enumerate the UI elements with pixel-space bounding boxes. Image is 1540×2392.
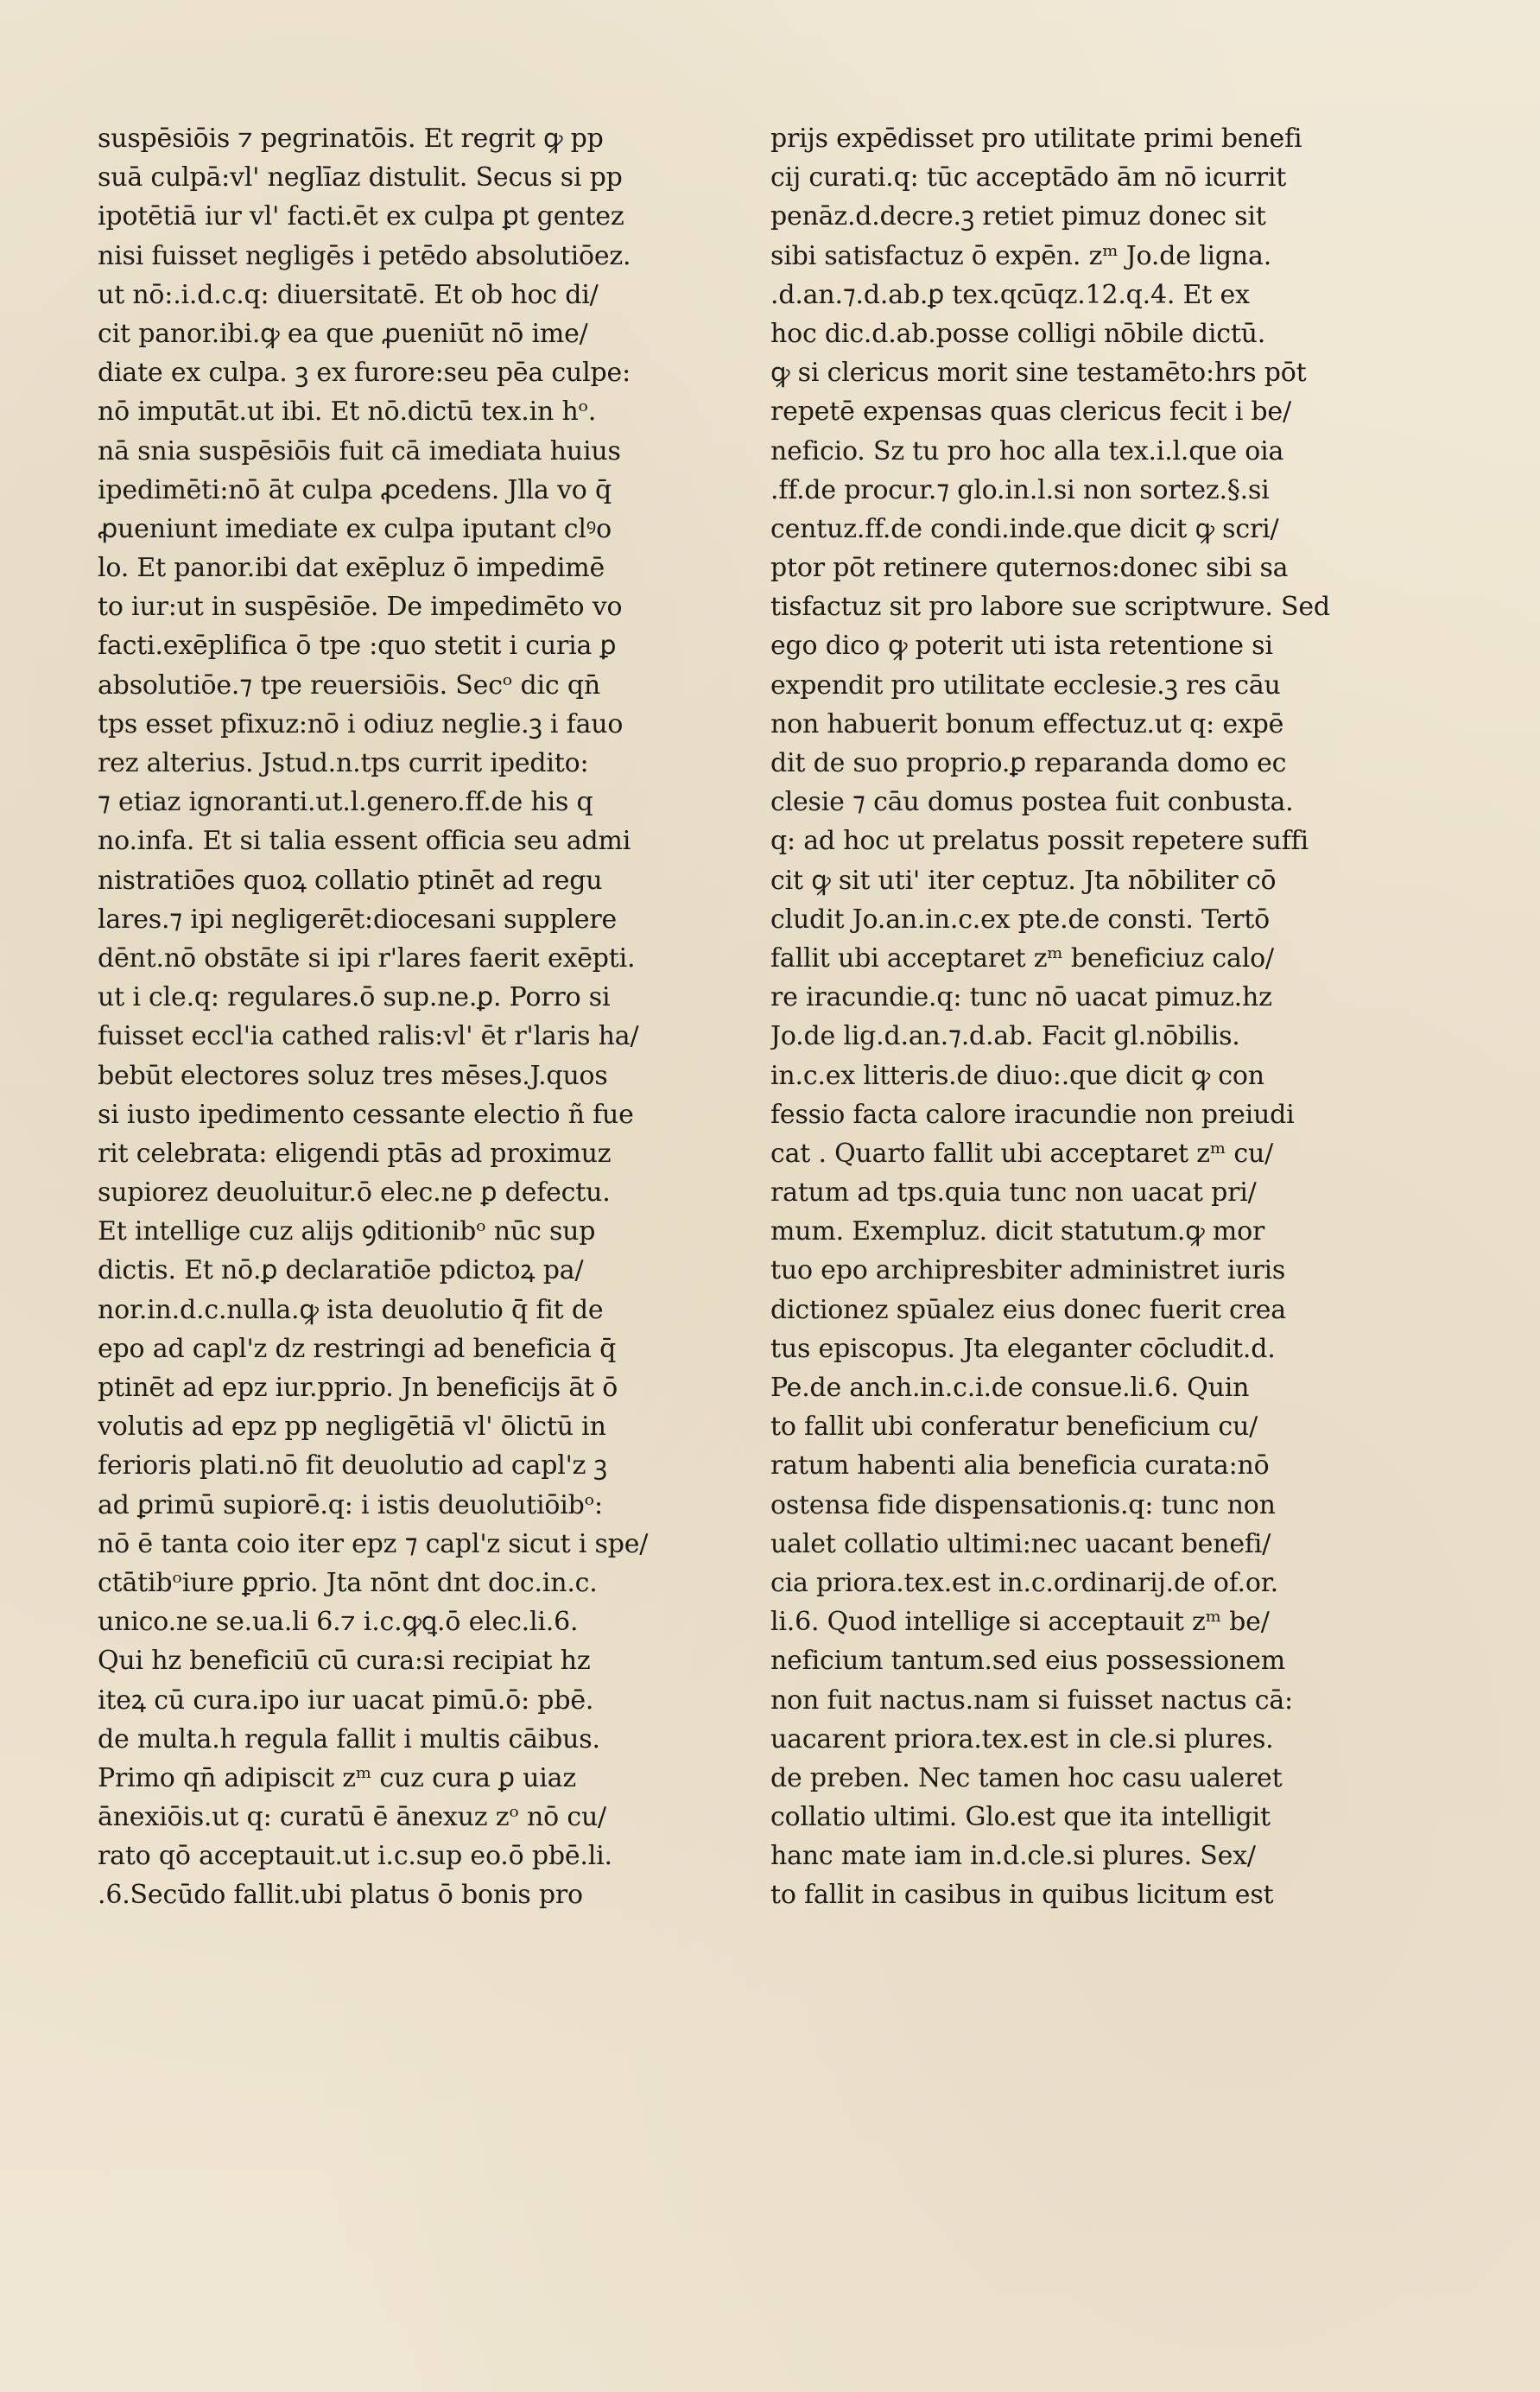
text-line: nisi fuisset negligēs i petēdo absolutiōez. — [98, 240, 631, 271]
text-line: absolutiōe.⁊ tpe reuersiōis. Secᵒ dic qn̄ — [98, 669, 600, 701]
text-line: to fallit ubi conferatur beneficium cu/ — [770, 1412, 1258, 1443]
text-line: centuz.ff.de condi.inde.que dicit ꝙ scri/ — [770, 513, 1279, 544]
text-line: ꝙ si clericus morit sine testamēto:hrs pōt — [770, 358, 1307, 389]
text-line: sibi satisfactuz ō expēn. zᵐ Jo.de ligna. — [770, 240, 1272, 271]
text-line: cia priora.tex.est in.c.ordinarij.de of.or. — [770, 1567, 1278, 1598]
text-line: nō imputāt.ut ibi. Et nō.dictū tex.in hᵒ. — [98, 397, 597, 428]
text-line: Pe.de anch.in.c.i.de consue.li.6. Quin — [770, 1373, 1250, 1403]
text-line: re iracundie.q: tunc nō uacat pimuz.hz — [770, 982, 1272, 1013]
text-line: nistratiōes quoꝝ collatio ptinēt ad regu — [98, 865, 603, 896]
text-line: nō ē tanta coio iter epz ⁊ capl'z sicut i spe/ — [98, 1528, 649, 1559]
text-line: diate ex culpa. ꝫ ex furore:seu pēa culpe: — [98, 358, 631, 389]
text-line: dictis. Et nō.ꝑ declaratiōe pdictoꝝ pa/ — [98, 1255, 584, 1286]
right-text-column — [770, 119, 1401, 1915]
left-text-column — [98, 119, 728, 1915]
text-line: cit ꝙ sit uti' iter ceptuz. Jta nōbiliter cō — [770, 865, 1277, 896]
text-line: Et intellige cuz alijs ꝯditionibᵒ nūc sup — [98, 1216, 596, 1247]
text-line: non habuerit bonum effectuz.ut q: expē — [770, 708, 1284, 739]
text-line: supiorez deuoluitur.ō elec.ne ꝑ defectu. — [98, 1177, 611, 1209]
text-line: ferioris plati.nō fit deuolutio ad capl'z ꝫ — [98, 1450, 607, 1482]
text-line: unico.ne se.ua.li 6.⁊ i.c.ꝙꝗ.ō elec.li.6. — [98, 1607, 579, 1638]
text-line: uacarent priora.tex.est in cle.si plures. — [770, 1723, 1274, 1754]
text-line: rez alterius. Jstud.n.tps currit ipedito: — [98, 748, 589, 778]
text-line: tus episcopus. Jta eleganter cōcludit.d. — [770, 1333, 1276, 1364]
text-line: ut nō:.i.d.c.q: diuersitatē. Et ob hoc di/ — [98, 279, 599, 310]
text-line: cat . Quarto fallit ubi acceptaret zᵐ cu/ — [770, 1138, 1274, 1169]
text-line: ptor pōt retinere quternos:donec sibi sa — [770, 553, 1289, 584]
text-line: dictionez spūalez eius donec fuerit crea — [770, 1294, 1286, 1325]
text-line: cij curati.q: tūc acceptādo ām nō icurrit — [770, 162, 1287, 194]
text-line: to fallit in casibus in quibus licitum est — [770, 1880, 1274, 1911]
text-line: clesie ⁊ cāu domus postea fuit conbusta. — [770, 787, 1294, 818]
text-line: repetē expensas quas clericus fecit i be/ — [770, 397, 1291, 428]
text-line: tisfactuz sit pro labore sue scriptwure. Sed — [770, 592, 1330, 623]
text-line: to iur:ut in suspēsiōe. De impedimēto vo — [98, 592, 623, 623]
text-line: .ff.de procur.⁊ glo.in.l.si non sortez.§.si — [770, 474, 1270, 505]
text-line: fuisset eccl'ia cathed ralis:vl' ēt r'laris ha/ — [98, 1021, 639, 1052]
text-line: cludit Jo.an.in.c.ex pte.de consti. Tertō — [770, 904, 1270, 935]
text-line: facti.exēplifica ō tpe :quo stetit i curia ꝑ — [98, 631, 617, 662]
text-line: in.c.ex litteris.de diuo:.que dicit ꝙ con — [770, 1060, 1264, 1091]
text-line: neficium tantum.sed eius possessionem — [770, 1646, 1285, 1677]
text-line: expendit pro utilitate ecclesie.ꝫ res cāu — [770, 669, 1281, 701]
text-line: collatio ultimi. Glo.est que ita intelligit — [770, 1802, 1271, 1833]
text-line: fessio facta calore iracundie non preiudi — [770, 1099, 1295, 1130]
text-line: dit de suo proprio.ꝑ reparanda domo ec — [770, 748, 1287, 778]
text-line: nā snia suspēsiōis fuit cā imediata huius — [98, 435, 621, 466]
text-line: rit celebrata: eligendi ptās ad proximuz — [98, 1138, 612, 1169]
text-line: nor.in.d.c.nulla.ꝙ ista deuolutio q̄ fit de — [98, 1294, 604, 1325]
text-line: ostensa fide dispensationis.q: tunc non — [770, 1489, 1276, 1520]
text-line: no.infa. Et si talia essent officia seu admi — [98, 826, 631, 857]
text-line: Qui hz beneficiū cū cura:si recipiat hz — [98, 1646, 591, 1677]
text-line: ualet collatio ultimi:nec uacant benefi/ — [770, 1528, 1271, 1559]
text-line: cit panor.ibi.ꝙ ea que ꝓueniūt nō ime/ — [98, 318, 588, 349]
text-line: .6.Secūdo fallit.ubi platus ō bonis pro — [98, 1880, 583, 1911]
text-line: hoc dic.d.ab.posse colligi nōbile dictū. — [770, 318, 1266, 349]
text-line: tps esset pfixuz:nō i odiuz neglie.ꝫ i fauo — [98, 708, 624, 739]
text-line: suā culpā:vl' neglīaz distulit. Secus si pp — [98, 162, 623, 194]
text-line: Primo qn̄ adipiscit zᵐ cuz cura ꝑ uiaz — [98, 1762, 576, 1793]
text-line: prijs expēdisset pro utilitate primi benefi — [770, 124, 1302, 154]
text-line: ad ꝑrimū supiorē.q: i istis deuolutiōibᵒ: — [98, 1489, 603, 1520]
text-line: ānexiōis.ut q: curatū ē ānexuz zᵒ nō cu/ — [98, 1802, 606, 1833]
text-line: bebūt electores soluz tres mēses.J.quos — [98, 1060, 608, 1091]
text-line: penāz.d.decre.ꝫ retiet pimuz donec sit — [770, 201, 1266, 232]
text-line: lo. Et panor.ibi dat exēpluz ō impedimē — [98, 553, 605, 584]
text-line: li.6. Quod intellige si acceptauit zᵐ be/ — [770, 1607, 1270, 1638]
text-line: iteꝝ cū cura.ipo iur uacat pimū.ō: pbē. — [98, 1685, 594, 1716]
text-line: neficio. Sz tu pro hoc alla tex.i.l.que oia — [770, 435, 1284, 466]
text-line: ipedimēti:nō āt culpa ꝓcedens. Jlla vo q̄ — [98, 474, 612, 505]
text-line: mum. Exempluz. dicit statutum.ꝙ mor — [770, 1216, 1265, 1247]
text-line: ctātibᵒiure ꝑprio. Jta nōnt dnt doc.in.c. — [98, 1567, 598, 1598]
text-line: si iusto ipedimento cessante electio ñ fue — [98, 1099, 634, 1130]
text-line: hanc mate iam in.d.cle.si plures. Sex/ — [770, 1841, 1256, 1872]
text-line: rato qō acceptauit.ut i.c.sup eo.ō pbē.li. — [98, 1841, 612, 1872]
text-line: ptinēt ad epz iur.pprio. Jn beneficijs āt ō — [98, 1373, 618, 1403]
text-line: ꝓueniunt imediate ex culpa iputant clꝰo — [98, 513, 612, 544]
text-line: dēnt.nō obstāte si ipi r'lares faerit exēpti. — [98, 942, 636, 974]
text-line: ratum ad tps.quia tunc non uacat pri/ — [770, 1177, 1257, 1209]
text-line: .d.an.⁊.d.ab.ꝑ tex.qcūqz.12.q.4. Et ex — [770, 279, 1250, 310]
text-line: ⁊ etiaz ignoranti.ut.l.genero.ff.de his q — [98, 787, 593, 818]
text-line: q: ad hoc ut prelatus possit repetere suffi — [770, 826, 1309, 857]
text-line: ego dico ꝙ poterit uti ista retentione si — [770, 631, 1273, 662]
text-line: epo ad capl'z dz restringi ad beneficia q̄ — [98, 1333, 617, 1364]
text-line: suspēsiōis ⁊ pegrinatōis. Et regrit ꝙ pp — [98, 124, 604, 154]
text-line: tuo epo archipresbiter administret iuris — [770, 1255, 1286, 1286]
text-line: ratum habenti alia beneficia curata:nō — [770, 1450, 1270, 1482]
text-line: volutis ad epz pp negligētiā vl' ōlictū in — [98, 1412, 606, 1443]
text-line: ipotētiā iur vl' facti.ēt ex culpa ꝑt gentez — [98, 201, 624, 232]
text-line: ut i cle.q: regulares.ō sup.ne.ꝑ. Porro si — [98, 982, 611, 1013]
text-line: de multa.h regula fallit i multis cāibus. — [98, 1723, 600, 1754]
text-line: de preben. Nec tamen hoc casu ualeret — [770, 1762, 1283, 1793]
text-line: non fuit nactus.nam si fuisset nactus cā: — [770, 1685, 1293, 1716]
text-line: lares.⁊ ipi negligerēt:diocesani supplere — [98, 904, 618, 935]
text-line: Jo.de lig.d.an.⁊.d.ab. Facit gl.nōbilis. — [770, 1021, 1240, 1052]
text-line: fallit ubi acceptaret zᵐ beneficiuz calo/ — [770, 942, 1274, 974]
